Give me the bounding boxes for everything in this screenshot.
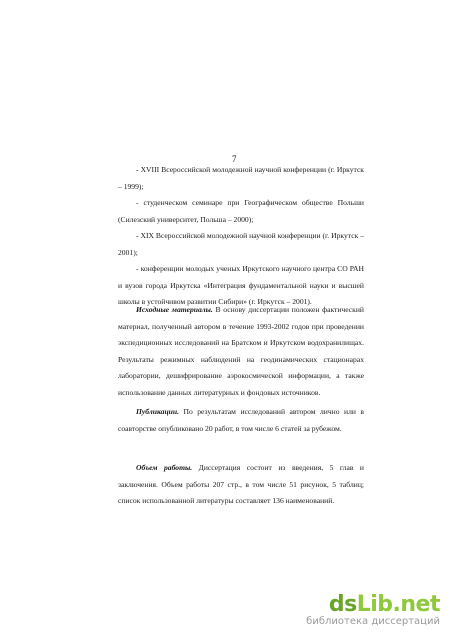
conference-item: - XIX Всероссийской молодежной научной конференции (г. Иркутск – 2001); [118,231,364,257]
watermark[interactable] [306,594,440,628]
volume-heading: Объем работы. [136,463,193,472]
conference-list [118,162,364,311]
materials-heading: Исходные материалы. [136,305,213,314]
materials-paragraph [118,302,364,401]
conference-item: - студенческом семинаре при Географическом обществе Польши (Силезский университет, Польша – 2000); [118,198,364,224]
page-number: 7 [232,154,237,164]
volume-text: Диссертация состоит из введения, 5 глав и заключения. Объем работы 207 стр., в том числе 51 рисунок, 5 таблиц; список использованной литературы составляет 136 наименований. [118,463,364,505]
volume-paragraph [118,460,364,510]
conference-item: - конференции молодых ученых Иркутского научного центра СО РАН и вузов города Иркутска «Интеграция фундаментальной науки и высшей школы в устойчивом развитии Сибири» (г. Иркутск – 2001). [118,264,364,306]
watermark-subtitle: библиотека диссертаций [306,616,440,627]
materials-text: В основу диссертации положен фактический материал, полученный автором в течение 1993-2002 годов при проведении экспедиционных исследований на Братском и Иркутском водохранилищах. Результаты режимных наблюдений на геодинамических стационарах лаборатории, дешифрирование аэрокосмической информации, а также использование данных литературных и фондовых источников. [118,305,364,397]
publications-paragraph [118,404,364,437]
watermark-logo: dsLib.net [328,592,440,617]
publications-text: По результатам исследований автором лично или в соавторстве опубликовано 20 работ, в том числе 6 статей за рубежом. [118,407,364,433]
publications-heading: Публикации. [136,407,180,416]
conference-item: - XVIII Всероссийской молодежной научной конференции (г. Иркутск – 1999); [118,165,364,191]
